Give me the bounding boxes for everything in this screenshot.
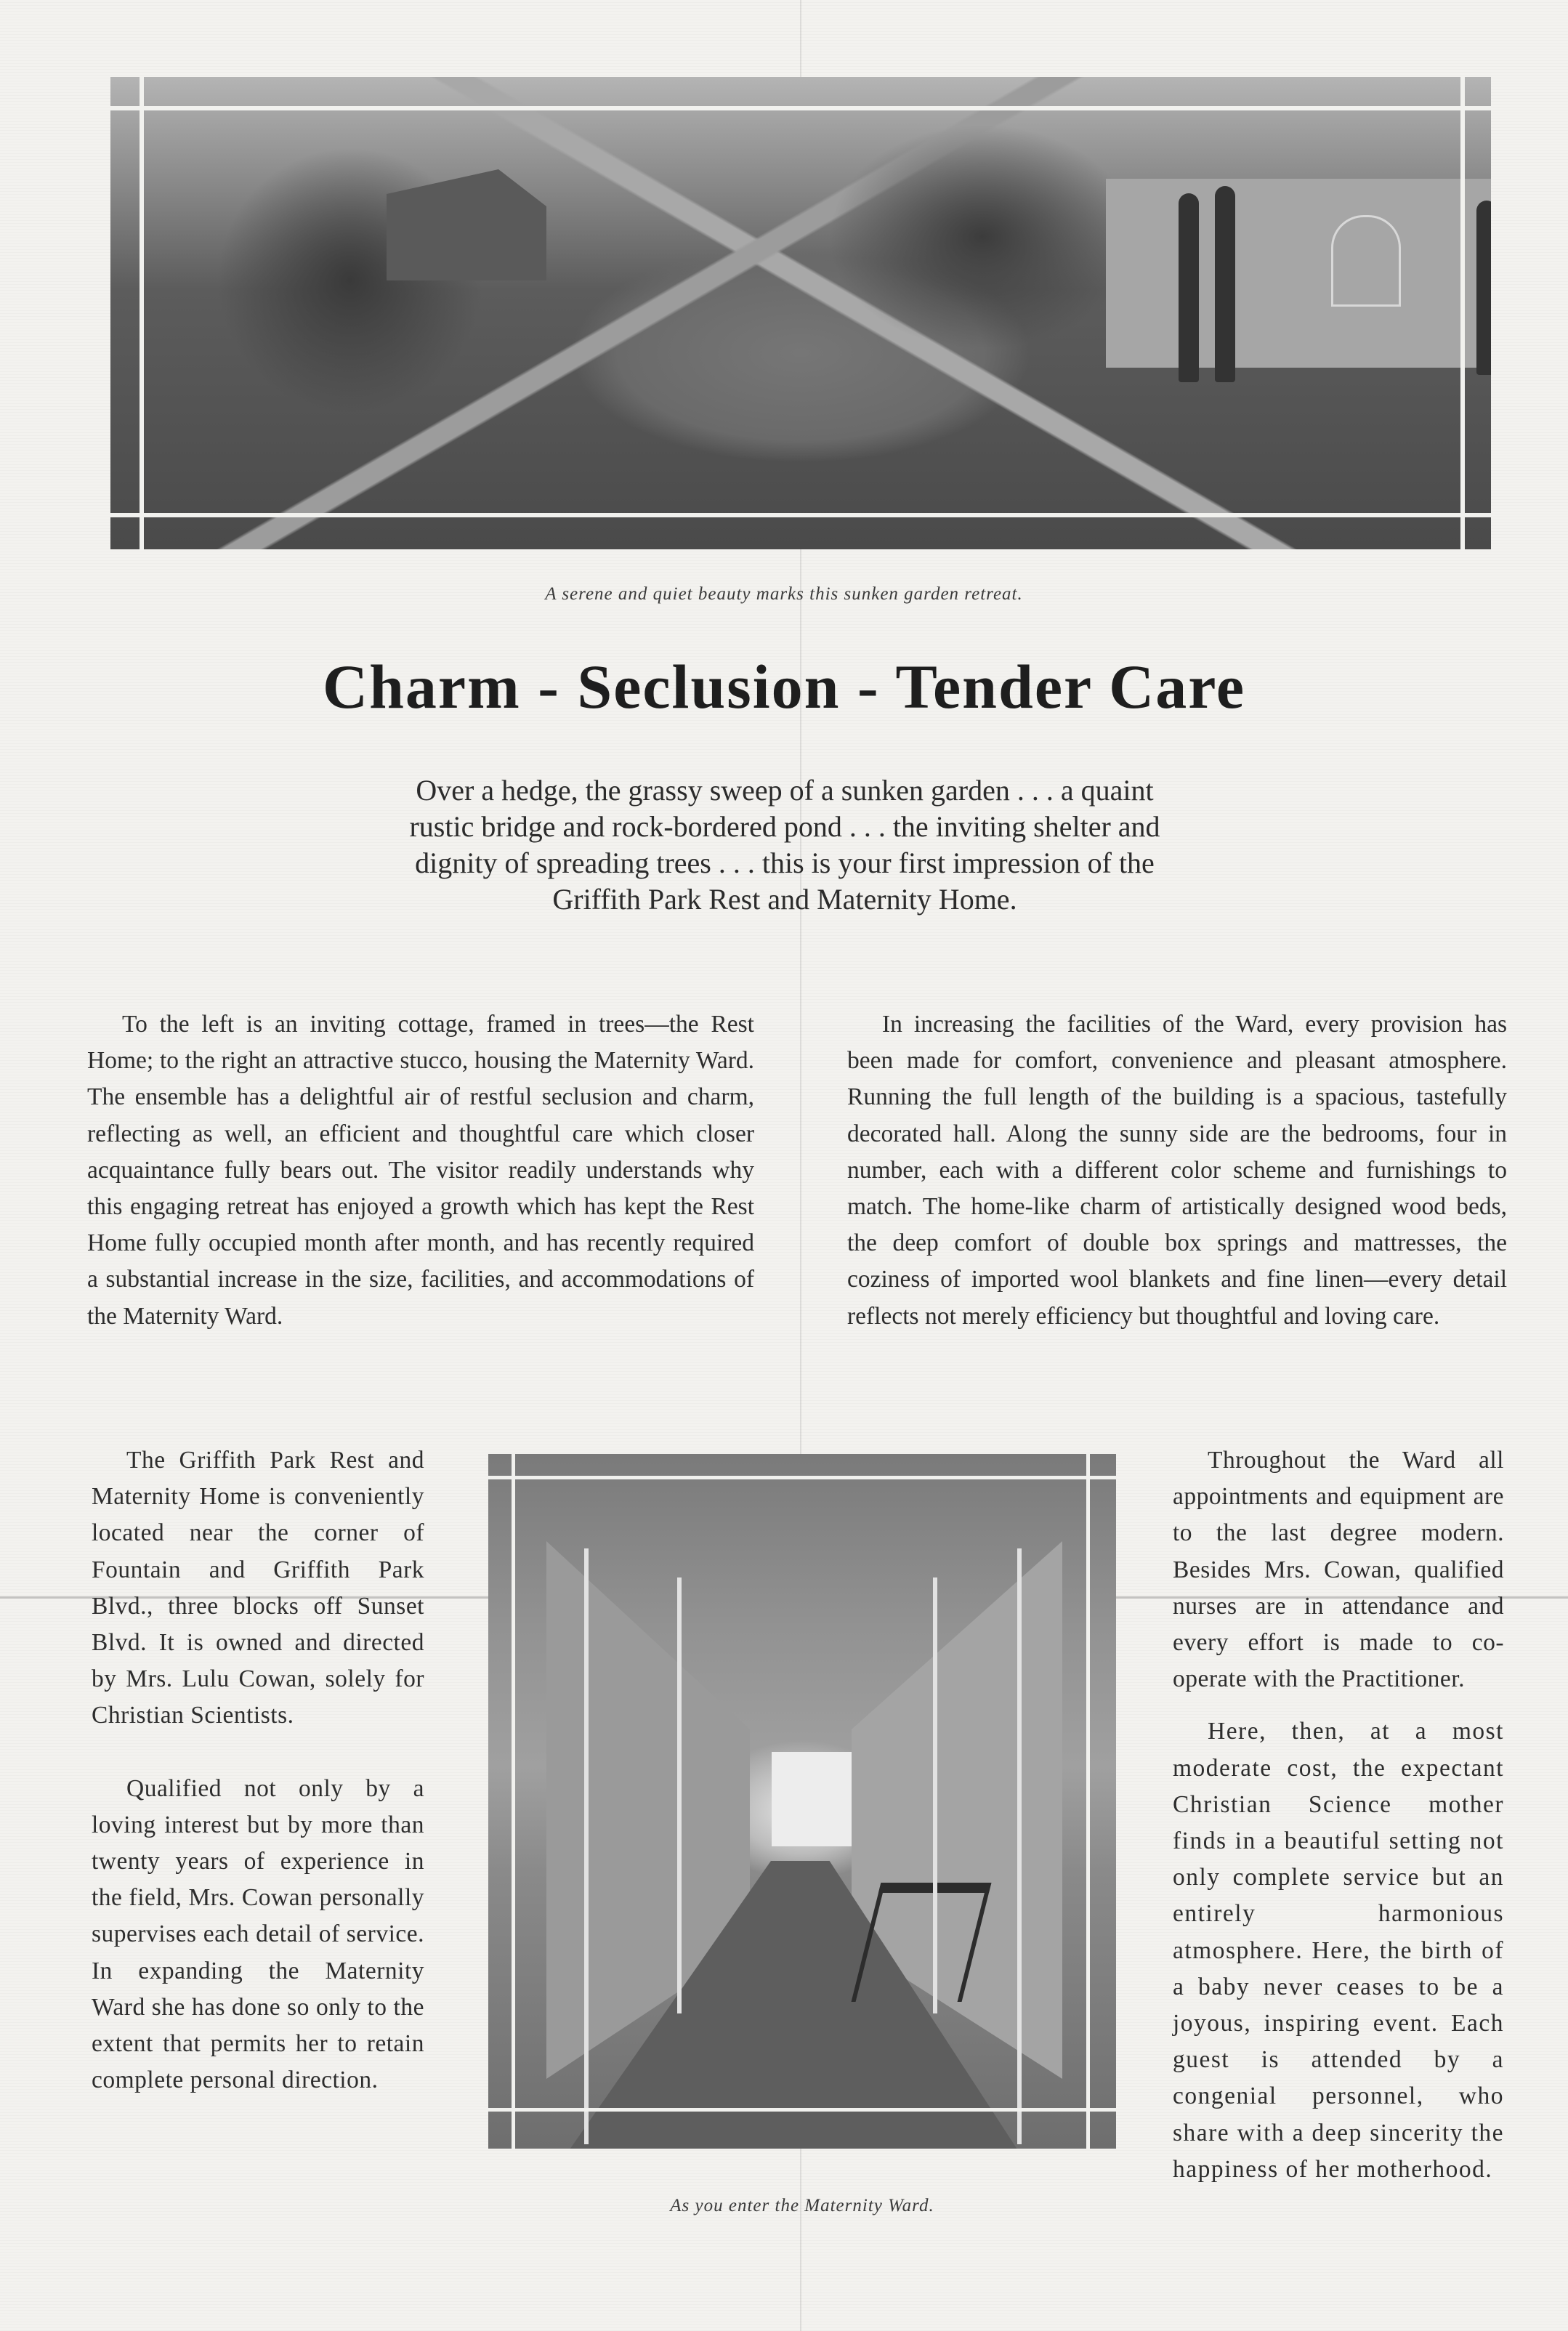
body-paragraph: To the left is an inviting cottage, framed in trees—the Rest Home; to the right an attractive stucco, housing the Maternity Ward. The ensemble has a delightful air of restful seclusion and charm, reflecting as well, an efficient and thoughtful care which closer acquaintance fully bears out. The visitor readily understands why this engaging retreat has enjoyed a growth which has kept the Rest Home fully occupied month after month, and has recently required a substantial increase in the size, facilities, and accommodations of the Maternity Ward.	[87, 1011, 754, 1330]
door-frame	[677, 1577, 682, 2013]
ward-photo-caption: As you enter the Maternity Ward.	[670, 2196, 934, 2215]
frame-rule-bottom	[110, 513, 1491, 517]
body-paragraph: The Griffith Park Rest and Maternity Home is conveniently located near the corner of Fountain and Griffith Park Blvd., three blocks off Sunset Blvd. It is owned and directed by Mrs. Lulu Cowan, solely for Christian Scientists.	[92, 1447, 424, 1729]
rest-home-cottage	[387, 157, 546, 280]
body-paragraph: Qualified not only by a loving interest but by more than twenty years of experience in the field, Mrs. Cowan personally supervises each detail of service. In expanding the Maternity Ward she has done so only to the extent that permits her to retain complete personal direction.	[92, 1774, 424, 2094]
cypress-tree	[1476, 201, 1491, 375]
lower-right-column	[1173, 1442, 1504, 2188]
frame-rule-right	[1086, 1454, 1090, 2149]
body-paragraph: Here, then, at a most moderate cost, the expectant Christian Science mother finds in a beautiful setting not only complete service but an entirely harmonious atmosphere. Here, the birth of a baby never ceases to be a joyous, inspiring event. Each guest is attended by a congenial personnel, who share with a deep sincerity the happiness of her motherhood.	[1173, 1718, 1504, 2183]
hall-end-window	[772, 1752, 852, 1846]
door-frame	[584, 1548, 589, 2144]
body-paragraph: Throughout the Ward all appointments and equipment are to the last degree modern. Besides Mrs. Cowan, qualified nurses are in attendance and every effort is made to co-operate with the Practitioner.	[1173, 1447, 1504, 1693]
cypress-tree	[1215, 186, 1235, 382]
upper-left-column	[87, 1006, 754, 1335]
frame-rule-bottom	[488, 2108, 1116, 2112]
maternity-ward-hallway-photo	[488, 1454, 1116, 2149]
cypress-tree	[1179, 193, 1199, 382]
body-paragraph: In increasing the facilities of the Ward, every provision has been made for comfort, convenience and pleasant atmosphere. Running the full length of the building is a spacious, tastefully decorated hall. Along the sunny side are the bedrooms, four in number, each with a different color scheme and furnishings to match. The home-like charm of artistically designed wood beds, the deep comfort of double box springs and mattresses, the coziness of imported wool blankets and fine linen—every detail reflects not merely efficiency but thoughtful and loving care.	[847, 1011, 1507, 1330]
frame-rule-left	[512, 1454, 515, 2149]
arched-window	[1331, 215, 1401, 307]
frame-rule-top	[488, 1476, 1116, 1479]
door-frame	[1017, 1548, 1022, 2144]
garden-photo-caption: A serene and quiet beauty marks this sunken garden retreat.	[545, 584, 1023, 604]
lower-left-column	[92, 1442, 424, 2098]
door-frame	[933, 1577, 937, 2013]
upper-right-column	[847, 1006, 1507, 1335]
intro-paragraph: Over a hedge, the grassy sweep of a sunken garden . . . a quaint rustic bridge and rock-bordered pond . . . the inviting shelter and dignity of spreading trees . . . this is your first impression of the Griffith Park Rest and Maternity Home.	[409, 774, 1160, 916]
sunken-garden-photo	[110, 77, 1491, 549]
maternity-ward-stucco-building	[1106, 179, 1491, 368]
page-title: Charm - Seclusion - Tender Care	[322, 652, 1246, 722]
frame-rule-top	[110, 106, 1491, 110]
frame-rule-right	[1460, 77, 1465, 549]
frame-rule-left	[140, 77, 144, 549]
